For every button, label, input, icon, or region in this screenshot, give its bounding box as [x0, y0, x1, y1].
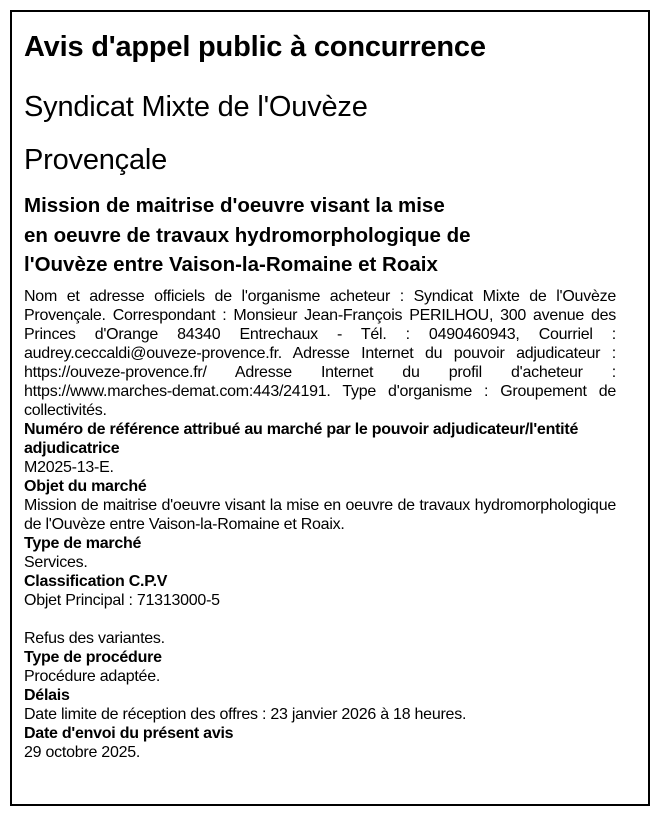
variantes-text: Refus des variantes.	[24, 629, 165, 647]
procedure-label: Type de procédure	[24, 648, 162, 666]
blank-line	[24, 610, 616, 629]
cpv-label: Classification C.P.V	[24, 572, 168, 590]
notice-subject-line3: l'Ouvèze entre Vaison-la-Romaine et Roaix	[24, 253, 438, 276]
organization-name-line1: Syndicat Mixte de l'Ouvèze	[24, 91, 368, 123]
cpv-value: Objet Principal : 71313000-5	[24, 591, 220, 609]
organization-name-line2: Provençale	[24, 144, 168, 176]
notice-subject-line1: Mission de maitrise d'oeuvre visant la mise	[24, 194, 445, 217]
type-marche-label: Type de marché	[24, 534, 142, 552]
procedure-value: Procédure adaptée.	[24, 667, 161, 685]
envoi-value: 29 octobre 2025.	[24, 743, 141, 761]
delais-label: Délais	[24, 686, 70, 704]
type-marche-value: Services.	[24, 553, 88, 571]
buyer-intro: Nom et adresse officiels de l'organisme acheteur : Syndicat Mixte de l'Ouvèze Provençale. Correspondant : Monsieur Jean-François PERILHOU, 300 avenue des Princes d'Orange 84340 Entrechaux - Tél. : 0490460943, Courriel : audrey.ceccaldi@ouveze-provence.fr. Adresse Internet du pouvoir adjudicateur : https://ouveze-provence.fr/ Adresse Internet du profil d'acheteur : https://www.marches-demat.com:443/24191. Type d'organisme : Groupement de collectivités.	[24, 287, 616, 419]
notice-content	[24, 30, 616, 762]
reference-label: Numéro de référence attribué au marché par le pouvoir adjudicateur/l'entité adjudicatrice	[24, 420, 579, 457]
reference-value: M2025-13-E.	[24, 458, 114, 476]
envoi-label: Date d'envoi du présent avis	[24, 724, 234, 742]
notice-subject	[24, 191, 616, 280]
objet-label: Objet du marché	[24, 477, 147, 495]
notice-subject-line2: en oeuvre de travaux hydromorphologique de	[24, 223, 471, 247]
objet-value: Mission de maitrise d'oeuvre visant la mise en oeuvre de travaux hydromorphologique de l'Ouvèze entre Vaison-la-Romaine et Roaix.	[24, 496, 616, 533]
notice-body	[24, 287, 616, 762]
notice-title: Avis d'appel public à concurrence	[24, 31, 486, 63]
delais-value: Date limite de réception des offres : 23 janvier 2026 à 18 heures.	[24, 705, 467, 723]
